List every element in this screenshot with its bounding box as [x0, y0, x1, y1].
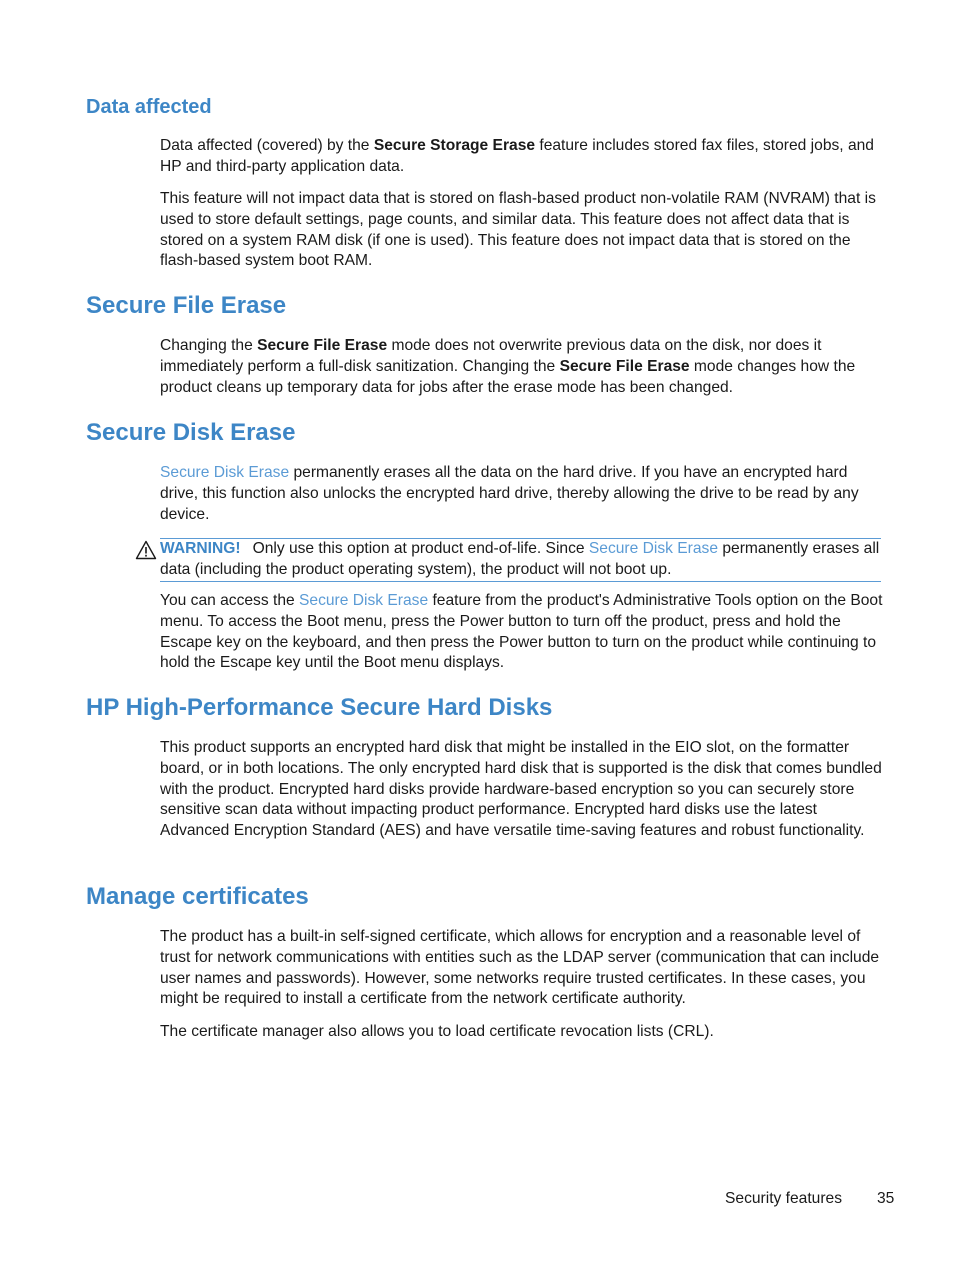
text: Changing the	[160, 337, 258, 354]
warning-triangle-icon	[135, 540, 157, 560]
text: You can access the	[160, 592, 299, 609]
warning-box	[160, 538, 881, 582]
paragraph-secure-disk-erase-2	[160, 591, 884, 674]
text: permanently erases all the data on the hard drive. If you have an encrypted hard drive, this function also unlocks the encrypted hard drive, thereby allowing the drive to be read by any device.	[160, 464, 859, 523]
bold-term: Secure File Erase	[257, 337, 388, 354]
heading-secure-file-erase: Secure File Erase	[86, 292, 287, 319]
text: feature includes stored fax files, stored jobs, and HP and third-party application data.	[160, 137, 874, 175]
footer-section-title: Security features	[725, 1190, 843, 1207]
paragraph-data-affected-2: This feature will not impact data that is stored on flash-based product non-volatile RAM (NVRAM) that is used to store default settings, page counts, and similar data. This feature does not affect data that is stored on a system RAM disk (if one is used). This feature does not impact data that is stored on the flash-based system boot RAM.	[160, 190, 876, 270]
heading-hp-secure-hard-disks: HP High-Performance Secure Hard Disks	[86, 694, 553, 721]
warning-text	[160, 539, 881, 581]
text: feature from the product's Administrative Tools option on the Boot menu. To access the Boot menu, press the Power button to turn off the product, press and hold the Escape key on the keyboard, and then press the Power button to turn on the product while continuing to hold the Escape key until the Boot menu displays.	[160, 592, 883, 672]
text: Only use this option at product end-of-life. Since	[252, 540, 589, 557]
paragraph-hp-secure-hard-disks: This product supports an encrypted hard disk that might be installed in the EIO slot, on the formatter board, or in both locations. The only encrypted hard disk that is supported is the disk that comes bundled with the product. Encrypted hard disks provide hardware-based encryption so you can securely store sensitive scan data without impacting product performance. Encrypted hard disks use the latest Advanced Encryption Standard (AES) and have versatile time-saving features and robust functionality.	[160, 739, 882, 840]
paragraph-data-affected-1	[160, 136, 884, 178]
warning-label: WARNING!	[160, 540, 241, 557]
heading-secure-disk-erase: Secure Disk Erase	[86, 419, 296, 446]
heading-data-affected: Data affected	[86, 96, 212, 118]
footer-page-number: 35	[877, 1190, 895, 1207]
bold-term: Secure Storage Erase	[373, 137, 536, 154]
paragraph-manage-certificates-2: The certificate manager also allows you to load certificate revocation lists (CRL).	[160, 1023, 714, 1040]
link-secure-disk-erase[interactable]: Secure Disk Erase	[588, 540, 719, 557]
link-secure-disk-erase[interactable]: Secure Disk Erase	[299, 592, 429, 609]
heading-manage-certificates: Manage certificates	[86, 883, 309, 910]
bold-term: Secure File Erase	[559, 357, 690, 375]
text: permanently erases all data (including the product operating system), the product will not boot up.	[160, 540, 880, 578]
text: Data affected (covered) by the	[160, 137, 374, 154]
paragraph-secure-file-erase	[160, 336, 884, 398]
text: mode changes how the product cleans up temporary data for jobs after the erase mode has been changed.	[160, 357, 856, 396]
text: mode does not overwrite previous data on the disk, nor does it immediately perform a full-disk sanitization. Changing the	[160, 337, 822, 375]
paragraph-manage-certificates-1: The product has a built-in self-signed certificate, which allows for encryption and a reasonable level of trust for network communications with entities such as the LDAP server (communication that can include user names and passwords). However, some networks require trusted certificates. In these cases, you might be required to install a certificate from the network certificate authority.	[160, 928, 880, 1008]
link-secure-disk-erase[interactable]: Secure Disk Erase	[160, 464, 290, 481]
paragraph-secure-disk-erase-1	[160, 463, 884, 525]
